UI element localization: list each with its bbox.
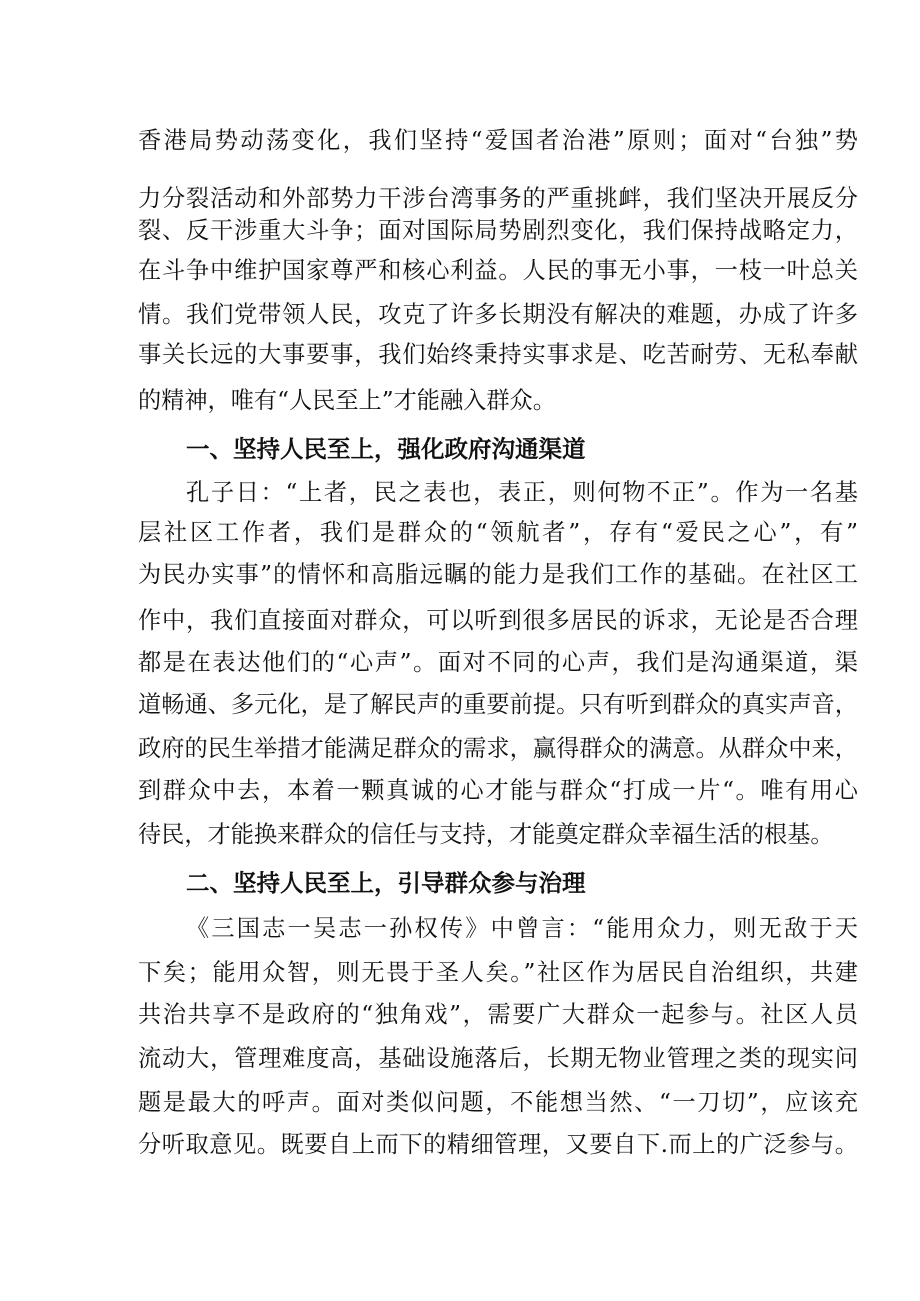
paragraph-1-line-6: 事关长远的大事要事，我们始终秉持实事求是、吃苦耐劳、无私奉献 bbox=[138, 341, 858, 368]
paragraph-1-line-4: 在斗争中维护国家尊严和核心利益。人民的事无小事，一枝一叶总关 bbox=[138, 257, 858, 284]
paragraph-2-line-1: 孔子日：“上者，民之表也，表正，则何物不正”。作为一名基 bbox=[186, 479, 858, 506]
paragraph-1-line-1: 香港局势动荡变化，我们坚持“爱国者治港”原则；面对“台独”势 bbox=[138, 127, 858, 154]
paragraph-2-line-2: 层社区工作者，我们是群众的“领航者”，存有“爱民之心”，有” bbox=[138, 519, 858, 546]
paragraph-2-line-8: 到群众中去，本着一颗真诚的心才能与群众“打成一片“。唯有用心 bbox=[138, 777, 858, 804]
paragraph-1-line-3: 裂、反干涉重大斗争；面对国际局势剧烈变化，我们保持战略定力， bbox=[138, 217, 858, 244]
paragraph-3-line-6: 分听取意见。既要自上而下的精细管理，又要自下.而上的广泛参与。 bbox=[138, 1131, 858, 1158]
paragraph-3-line-3: 共治共享不是政府的“独角戏”，需要广大群众一起参与。社区人员 bbox=[138, 1001, 858, 1028]
paragraph-1-line-7: 的精神，唯有“人民至上”才能融入群众。 bbox=[138, 387, 556, 414]
paragraph-2-line-3: 为民办实事”的情怀和高脂远瞩的能力是我们工作的基础。在社区工 bbox=[138, 561, 858, 588]
paragraph-3-line-4: 流动大，管理难度高，基础设施落后，长期无物业管理之类的现实问 bbox=[138, 1045, 858, 1072]
paragraph-1-line-2: 力分裂活动和外部势力干涉台湾事务的严重挑衅，我们坚决开展反分 bbox=[138, 185, 858, 212]
paragraph-3-line-1: 《三国志一吴志一孙权传》中曾言：“能用众力，则无敌于天 bbox=[186, 915, 858, 942]
paragraph-1-line-5: 情。我们党带领人民，攻克了许多长期没有解决的难题，办成了许多 bbox=[138, 301, 858, 328]
section-heading-1: 一、坚持人民至上，强化政府沟通渠道 bbox=[186, 435, 586, 463]
paragraph-2-line-9: 待民，才能换来群众的信任与支持，才能奠定群众幸福生活的根基。 bbox=[138, 821, 834, 848]
paragraph-3-line-5: 题是最大的呼声。面对类似问题，不能想当然、“一刀切”，应该充 bbox=[138, 1089, 858, 1116]
paragraph-2-line-5: 都是在表达他们的“心声”。面对不同的心声，我们是沟通渠道，渠 bbox=[138, 649, 858, 676]
paragraph-2-line-6: 道畅通、多元化，是了解民声的重要前提。只有听到群众的真实声音， bbox=[138, 691, 858, 718]
paragraph-2-line-4: 作中，我们直接面对群众，可以听到很多居民的诉求，无论是否合理 bbox=[138, 607, 858, 634]
paragraph-3-line-2: 下矣；能用众智，则无畏于圣人矣。”社区作为居民自治组织，共建 bbox=[138, 959, 858, 986]
section-heading-2: 二、坚持人民至上，引导群众参与治理 bbox=[186, 869, 586, 897]
paragraph-2-line-7: 政府的民生举措才能满足群众的需求，赢得群众的满意。从群众中来， bbox=[138, 735, 858, 762]
